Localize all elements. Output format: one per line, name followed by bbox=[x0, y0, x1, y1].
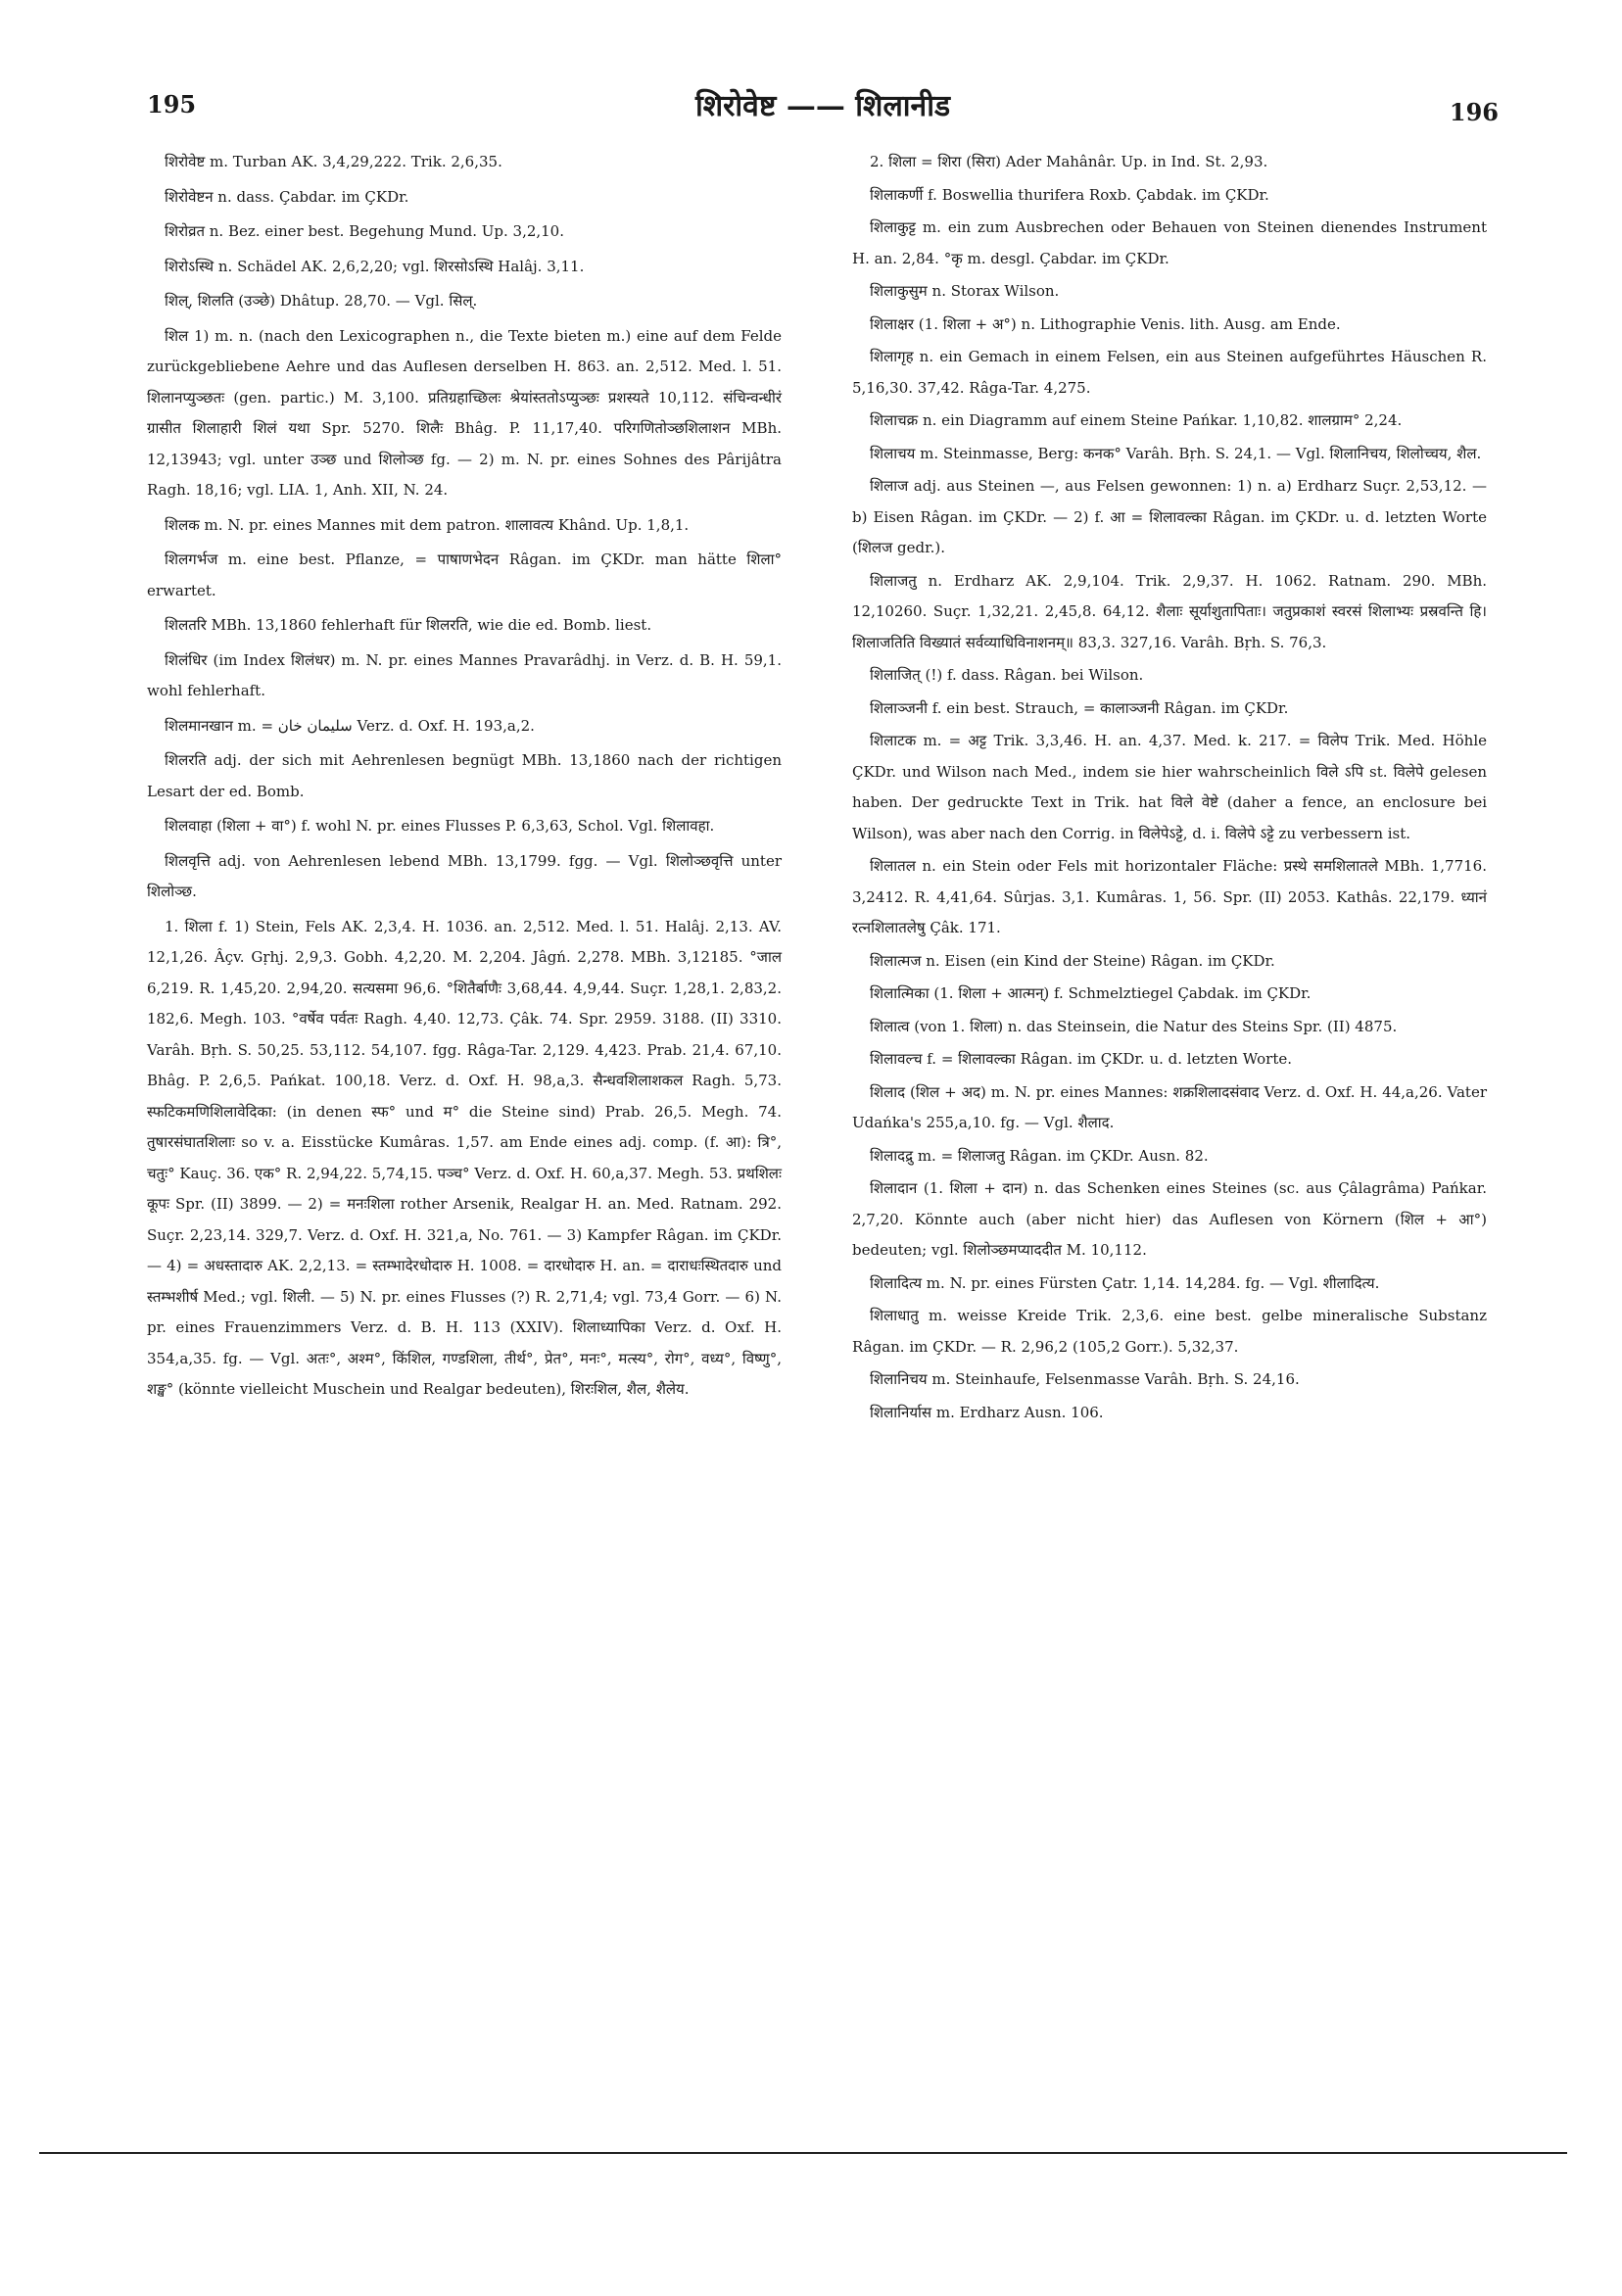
dictionary-entry: शिलाकुट्ट m. ein zum Ausbrechen oder Behauen von Steinen dienendes Instrument H. an. 2,84. °कृ m. desgl. Çabdar. im ÇKDr. bbox=[852, 218, 1487, 267]
dictionary-entry: शिलाचक्र n. ein Diagramm auf einem Steine Pańkar. 1,10,82. शालग्राम° 2,24. bbox=[870, 411, 1403, 429]
bottom-rule bbox=[39, 2152, 1567, 2154]
dictionary-entry: शिलातल n. ein Stein oder Fels mit horizontaler Fläche: प्रस्थे समशिलातले MBh. 1,7716. 3,2412. R. 4,41,64. Sûrjas. 3,1. Kumâras. 1, 56. Spr. (II) 2053. Kathâs. 22,179. ध्यानं रत्नशिलातलेषु Çâk. 171. bbox=[852, 857, 1487, 936]
dictionary-entry: शिल्, शिलति (उञ्छे) Dhâtup. 28,70. — Vgl. सिल्. bbox=[165, 292, 478, 310]
dictionary-entry: शिलादित्य m. N. pr. eines Fürsten Çatr. 1,14. 14,284. fg. — Vgl. शीलादित्य. bbox=[870, 1273, 1380, 1292]
dictionary-entry: शिरोवेष्ट m. Turban AK. 3,4,29,222. Trik. 2,6,35. bbox=[165, 153, 502, 170]
dictionary-entry: शिलक m. N. pr. eines Mannes mit dem patron. शालावत्य Khând. Up. 1,8,1. bbox=[165, 515, 690, 534]
title-first-headword: शिरोवेष्ट bbox=[694, 89, 777, 123]
dictionary-entry: शिलंधिर (im Index शिलंधर) m. N. pr. eines Mannes Pravarâdhj. in Verz. d. B. H. 59,1. wohl fehlerhaft. bbox=[147, 650, 782, 699]
dictionary-entry: शिलाञ्जनी f. ein best. Strauch, = कालाञ्जनी Râgan. im ÇKDr. bbox=[870, 698, 1289, 717]
dictionary-entry: शिलाद (शिल + अद) m. N. pr. eines Mannes: शक्रशिलादसंवाद Verz. d. Oxf. H. 44,a,26. Vater Udańka's 255,a,10. fg. — Vgl. शैलाद. bbox=[852, 1082, 1487, 1131]
dictionary-entry: शिलादद्रु m. = शिलाजतु Râgan. im ÇKDr. Ausn. 82. bbox=[870, 1146, 1209, 1165]
dictionary-entry: शिलानिर्यास m. Erdharz Ausn. 106. bbox=[870, 1403, 1104, 1421]
dictionary-entry: शिलानिचय m. Steinhaufe, Felsenmasse Varâh. Bṛh. S. 24,16. bbox=[870, 1370, 1300, 1388]
dictionary-entry: 2. शिला = शिरा (सिरा) Ader Mahânâr. Up. in Ind. St. 2,93. bbox=[870, 153, 1268, 170]
dictionary-entry: शिलाक्षर (1. शिला + अ°) n. Lithographie Venis. lith. Ausg. am Ende. bbox=[870, 314, 1341, 333]
dictionary-entry: शिलगर्भज m. eine best. Pflanze, = पाषाणभेदन Râgan. im ÇKDr. man hätte शिला° erwartet. bbox=[147, 550, 782, 599]
dictionary-entry: शिलाकुसुम n. Storax Wilson. bbox=[870, 282, 1060, 300]
dictionary-entry: शिलाजतु n. Erdharz AK. 2,9,104. Trik. 2,9,37. H. 1062. Ratnam. 290. MBh. 12,10260. Suçr. 1,32,21. 2,45,8. 64,12. शैलाः सूर्याशुतापिताः। जतुप्रकाशं स्वरसं शिलाभ्यः प्रस्रवन्ति हि। शिलाजतिति विख्यातं सर्वव्याधिविनाशनम्॥ 83,3. 327,16. Varâh. Bṛh. S. 76,3. bbox=[852, 571, 1487, 651]
dictionary-entry: शिरोव्रत n. Bez. einer best. Begehung Mund. Up. 3,2,10. bbox=[165, 222, 564, 240]
dictionary-entry: 1. शिला f. 1) Stein, Fels AK. 2,3,4. H. 1036. an. 2,512. Med. l. 51. Halâj. 2,13. AV. 12,1,26. Âçv. Gṛhj. 2,9,3. Gobh. 4,2,20. M. 2,204. Jâgń. 2,278. MBh. 3,12185. °जाल 6,219. R. 1,45,20. 2,94,20. सत्यसमा 96,6. °शितैर्बाणैः 3,68,44. 4,9,44. Suçr. 1,28,1. 2,83,2. 182,6. Megh. 103. °वर्षेव पर्वतः Ragh. 4,40. 12,73. Çâk. 74. Spr. 2959. 3188. (II) 3310. Varâh. Bṛh. S. 50,25. 53,112. 54,107. fgg. Râga-Tar. 2,129. 4,423. Prab. 21,4. 67,10. Bhâg. P. 2,6,5. Pańkat. 100,18. Verz. d. Oxf. H. 98,a,3. सैन्धवशिलाशकल Ragh. 5,73. स्फटिकमणिशिलावेदिका: (in denen स्फ° und म° die Steine sind) Prab. 26,5. Megh. 74. तुषारसंघातशिलाः so v. a. Eisstücke Kumâras. 1,57. am Ende eines adj. comp. (f. आ): त्रि°, चतुः° Kauç. 36. एक° R. 2,94,22. 5,74,15. पञ्च° Verz. d. Oxf. H. 60,a,37. Megh. 53. प्रथशिलः कूपः Spr. (II) 3899. — 2) = मनःशिला rother Arsenik, Realgar H. an. Med. Ratnam. 292. Suçr. 2,23,14. 329,7. Verz. d. Oxf. H. 321,a, No. 761. — 3) Kampfer Râgan. im ÇKDr. — 4) = अधस्तादारु AK. 2,2,13. = स्तम्भादेरधोदारु H. 1008. = दारधोदारु H. an. = दाराधःस्थितदारु und स्तम्भशीर्ष Med.; vgl. शिली. — 5) N. pr. eines Flusses (?) R. 2,71,4; vgl. 73,4 Gorr. — 6) N. pr. eines Frauenzimmers Verz. d. B. H. 113 (XXIV). शिलाध्यापिका Verz. d. Oxf. H. 354,a,35. fg. — Vgl. अतः°, अश्म°, किंशिल, गण्डशिला, तीर्थ°, प्रेत°, मनः°, मत्स्य°, रोग°, वध्य°, विष्णु°, शङ्ख° (könnte vielleicht Muschein und Realgar bedeuten), शिरःशिल, शैल, शैलेय. bbox=[147, 917, 782, 1398]
dictionary-entry: शिलाजित् (!) f. dass. Râgan. bei Wilson. bbox=[870, 666, 1144, 684]
dictionary-entry: शिलात्मज n. Eisen (ein Kind der Steine) Râgan. im ÇKDr. bbox=[870, 951, 1275, 970]
left-column bbox=[147, 147, 782, 1410]
dictionary-entry: शिलागृह n. ein Gemach in einem Felsen, ein aus Steinen aufgeführtes Häuschen R. 5,16,30. 37,42. Râga-Tar. 4,275. bbox=[852, 348, 1487, 397]
running-title bbox=[147, 84, 1499, 124]
dictionary-entry: शिलतरि MBh. 13,1860 fehlerhaft für शिलरति, wie die ed. Bomb. liest. bbox=[165, 616, 652, 634]
dictionary-entry: शिलाकर्णी f. Boswellia thurifera Roxb. Çabdak. im ÇKDr. bbox=[870, 185, 1269, 204]
dictionary-entry: शिलात्मिका (1. शिला + आत्मन्) f. Schmelztiegel Çabdak. im ÇKDr. bbox=[870, 984, 1312, 1002]
dictionary-entry: शिलात्व (von 1. शिला) n. das Steinsein, die Natur des Steins Spr. (II) 4875. bbox=[870, 1017, 1398, 1035]
dictionary-entry: शिलवाहा (शिला + वा°) f. wohl N. pr. eines Flusses P. 6,3,63, Schol. Vgl. शिलावहा. bbox=[165, 817, 715, 835]
dictionary-entry: शिरोवेष्टन n. dass. Çabdar. im ÇKDr. bbox=[165, 187, 409, 206]
dictionary-entry: शिलाज adj. aus Steinen —, aus Felsen gewonnen: 1) n. a) Erdharz Suçr. 2,53,12. — b) Eisen Râgan. im ÇKDr. — 2) f. आ = शिलावल्का Râgan. im ÇKDr. u. d. letzten Worte (शिलज gedr.). bbox=[852, 477, 1487, 556]
dictionary-entry: शिलरति adj. der sich mit Aehrenlesen begnügt MBh. 13,1860 nach der richtigen Lesart der ed. Bomb. bbox=[147, 751, 782, 800]
title-last-headword: शिलानीड bbox=[855, 89, 951, 123]
dictionary-entry: शिलाचय m. Steinmasse, Berg: कनक° Varâh. Bṛh. S. 24,1. — Vgl. शिलानिचय, शिलोच्चय, शैल. bbox=[870, 444, 1482, 462]
title-dash: —— bbox=[786, 89, 845, 123]
dictionary-entry: शिलवृत्ति adj. von Aehrenlesen lebend MBh. 13,1799. fgg. — Vgl. शिलोञ्छवृत्ति unter शिलोञ्छ. bbox=[147, 851, 782, 900]
dictionary-entry: शिलाधातु m. weisse Kreide Trik. 2,3,6. eine best. gelbe mineralische Substanz Râgan. im ÇKDr. — R. 2,96,2 (105,2 Gorr.). 5,32,37. bbox=[852, 1307, 1487, 1356]
dictionary-entry: शिलादान (1. शिला + दान) n. das Schenken eines Steines (sc. aus Çâlagrâma) Pańkar. 2,7,20. Könnte auch (aber nicht hier) das Auflesen von Körnern (शिल + आ°) bedeuten; vgl. शिलोञ्छमप्याददीत M. 10,112. bbox=[852, 1179, 1487, 1259]
dictionary-entry: शिरोऽस्थि n. Schädel AK. 2,6,2,20; vgl. शिरसोऽस्थि Halâj. 3,11. bbox=[165, 257, 585, 275]
page-number-left: 195 bbox=[147, 90, 197, 119]
right-column bbox=[852, 147, 1487, 1430]
page-header bbox=[147, 84, 1499, 133]
dictionary-entry: शिलमानखान m. = سليمان خان Verz. d. Oxf. H. 193,a,2. bbox=[165, 716, 535, 735]
page-number-right: 196 bbox=[1449, 98, 1499, 126]
dictionary-entry: शिल 1) m. n. (nach den Lexicographen n., die Texte bieten m.) eine auf dem Felde zurückgebliebene Aehre und das Auflesen derselben H. 863. an. 2,512. Med. l. 51. शिलानप्युञ्छतः (gen. partic.) M. 3,100. प्रतिग्रहाच्छिलः श्रेयांस्ततोऽप्युञ्छः प्रशस्यते 10,112. संचिन्वन्धीरं ग्रासीत शिलाहारी शिलं यथा Spr. 5270. शिलैः Bhâg. P. 11,17,40. परिगणितोञ्छशिलाशन MBh. 12,13943; vgl. unter उञ्छ und शिलोञ्छ fg. — 2) m. N. pr. eines Sohnes des Pârijâtra Ragh. 18,16; vgl. LIA. 1, Anh. XII, N. 24. bbox=[147, 326, 782, 499]
dictionary-entry: शिलाटक m. = अट्ट Trik. 3,3,46. H. an. 4,37. Med. k. 217. = विलेप Trik. Med. Höhle ÇKDr. und Wilson nach Med., indem sie hier wahrscheinlich विले ऽपि st. विलेपे gelesen haben. Der gedruckte Text in Trik. hat विले वेष्टे (daher a fence, an enclosure bei Wilson), was aber nach den Corrig. in विलेपेऽट्टे, d. i. विलेपे ऽट्टे zu verbessern ist. bbox=[852, 732, 1487, 842]
dictionary-entry: शिलावल्च f. = शिलावल्का Râgan. im ÇKDr. u. d. letzten Worte. bbox=[870, 1050, 1293, 1068]
